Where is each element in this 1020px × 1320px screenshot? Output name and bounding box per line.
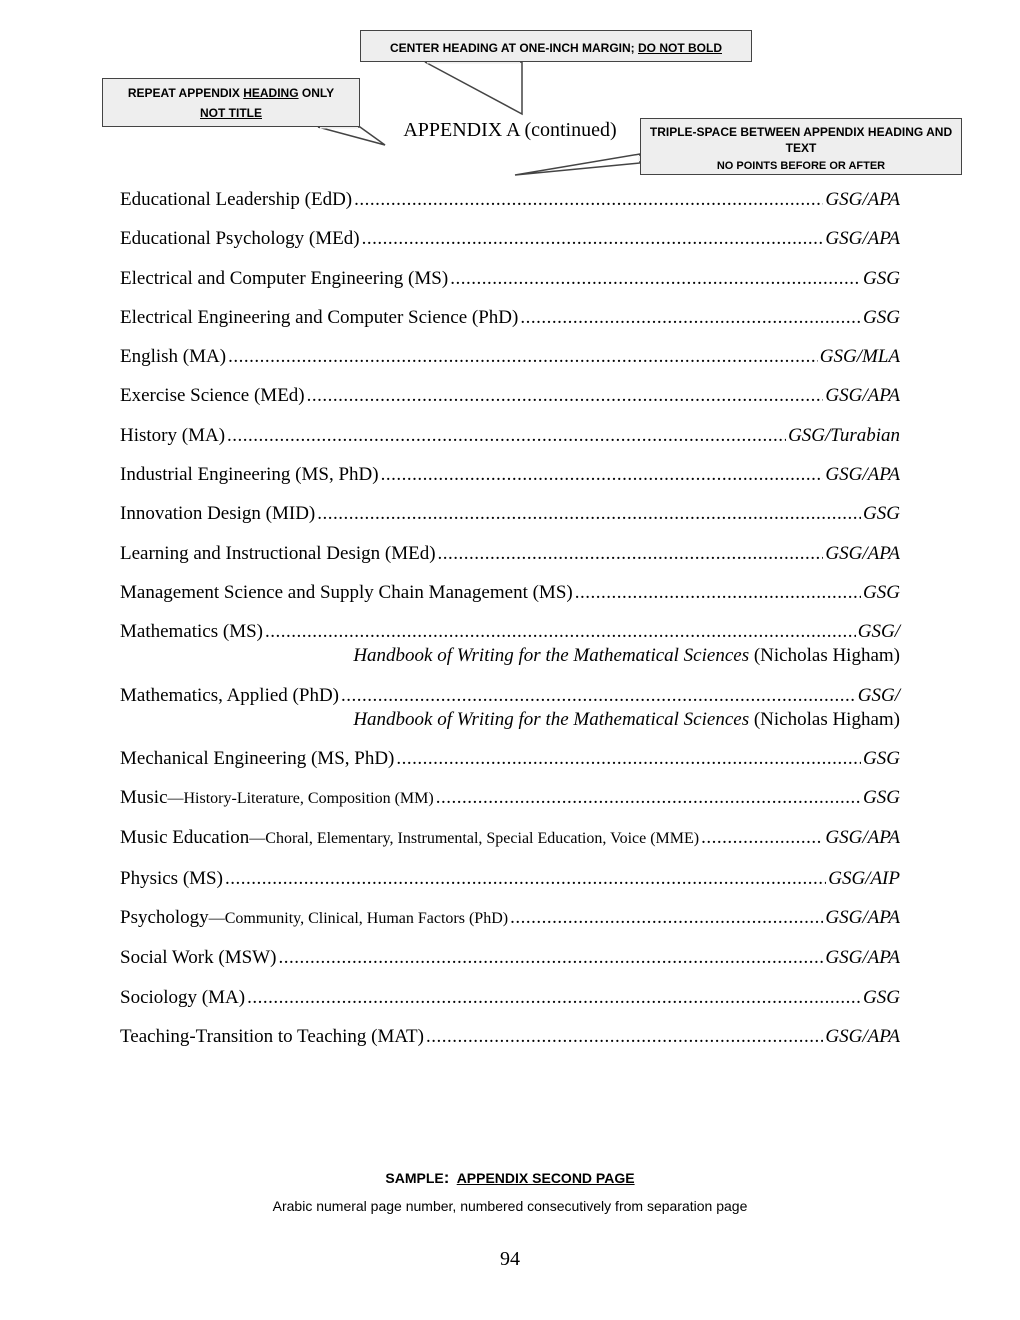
style-guide-continued	[120, 708, 900, 732]
list-item	[120, 384, 900, 408]
callout-center-text: CENTER HEADING AT ONE-INCH MARGIN;	[390, 41, 638, 55]
dot-leader	[247, 986, 861, 1010]
program-name-main: Mechanical Engineering (MS, PhD)	[120, 747, 395, 769]
callout-triple-space	[640, 118, 962, 175]
program-name-main: Electrical Engineering and Computer Science (PhD)	[120, 306, 519, 328]
program-name	[120, 986, 245, 1010]
program-name	[120, 345, 226, 369]
entry-row	[120, 747, 900, 771]
program-name-main: Educational Psychology (MEd)	[120, 228, 360, 250]
handbook-title: Handbook of Writing for the Mathematical Sciences	[353, 708, 750, 730]
list-item	[120, 867, 900, 891]
style-guide: GSG	[863, 306, 900, 328]
list-item	[120, 747, 900, 771]
style-guide: GSG/APA	[825, 542, 900, 564]
handbook-author: (Nicholas Higham)	[749, 645, 900, 667]
program-name	[120, 306, 518, 330]
style-guide: GSG/APA	[825, 385, 900, 407]
callout-triple-line1: TRIPLE-SPACE BETWEEN APPENDIX HEADING AND TEXT	[649, 125, 953, 156]
style-guide: GSG/APA	[825, 907, 900, 929]
callout-triple-line2: NO POINTS BEFORE OR AFTER	[716, 160, 886, 173]
dot-leader	[354, 188, 823, 212]
callout-repeat-line2: NOT TITLE	[200, 106, 262, 121]
dot-leader	[225, 867, 826, 891]
program-name-main: Innovation Design (MID)	[120, 503, 316, 525]
entry-row	[120, 463, 900, 487]
list-item	[120, 267, 900, 291]
program-name	[120, 502, 315, 526]
program-name-main: History (MA)	[120, 424, 226, 446]
entry-row	[120, 620, 900, 644]
list-item	[120, 986, 900, 1010]
program-name-main: Industrial Engineering (MS, PhD)	[120, 464, 379, 486]
dot-leader	[426, 1025, 823, 1049]
style-guide-continued	[120, 644, 900, 668]
entry-row	[120, 188, 900, 212]
callout-repeat-post: ONLY	[298, 86, 335, 100]
program-name-main: Music Education	[120, 827, 250, 849]
entry-row	[120, 867, 900, 891]
entry-row	[120, 826, 900, 851]
list-item	[120, 188, 900, 212]
entry-row	[120, 502, 900, 526]
entry-row	[120, 986, 900, 1010]
program-name-main: Sociology (MA)	[120, 986, 246, 1008]
appendix-heading: APPENDIX A (continued)	[403, 119, 617, 141]
style-guide: GSG	[863, 787, 900, 809]
style-guide: GSG/APA	[825, 1025, 900, 1047]
list-item	[120, 227, 900, 251]
list-item	[120, 620, 900, 668]
dot-leader	[396, 747, 861, 771]
entry-row	[120, 786, 900, 811]
program-name-sub: —History-Literature, Composition (MM)	[167, 790, 434, 808]
style-guide: GSG/Turabian	[788, 424, 900, 446]
program-name-main: Mathematics, Applied (PhD)	[120, 684, 339, 706]
list-item	[120, 946, 900, 970]
entry-row	[120, 345, 900, 369]
sample-label	[0, 1168, 1020, 1188]
dot-leader	[317, 502, 861, 526]
program-name-main: Educational Leadership (EdD)	[120, 189, 353, 210]
list-item	[120, 684, 900, 732]
sample-label-colon: :	[443, 1168, 450, 1187]
entry-row	[120, 1025, 900, 1049]
entry-row	[120, 267, 900, 291]
list-item	[120, 786, 900, 811]
style-guide: GSG	[863, 581, 900, 603]
entry-row	[120, 306, 900, 330]
list-item	[120, 1025, 900, 1049]
sample-label-underlined: APPENDIX SECOND PAGE	[456, 1170, 635, 1186]
style-guide: GSG	[863, 503, 900, 525]
program-name-main: English (MA)	[120, 346, 227, 368]
list-item	[120, 906, 900, 931]
dot-leader	[362, 227, 824, 251]
program-name	[120, 867, 223, 891]
dot-leader	[520, 306, 861, 330]
style-guide: GSG	[863, 747, 900, 769]
entry-row	[120, 384, 900, 408]
program-name	[120, 188, 352, 212]
dot-leader	[450, 267, 861, 291]
entry-row	[120, 227, 900, 251]
program-name	[120, 747, 394, 771]
dot-leader	[436, 786, 861, 810]
handbook-author: (Nicholas Higham)	[749, 708, 900, 730]
style-guide: GSG/APA	[825, 464, 900, 486]
sample-label-pre: SAMPLE	[385, 1170, 444, 1186]
list-item	[120, 542, 900, 566]
list-item	[120, 826, 900, 851]
dot-leader	[307, 384, 824, 408]
program-name-main: Learning and Instructional Design (MEd)	[120, 542, 436, 564]
callout-repeat-heading	[102, 78, 360, 127]
dot-leader	[341, 684, 856, 708]
program-name	[120, 826, 699, 851]
list-item	[120, 502, 900, 526]
page-number-note: Arabic numeral page number, numbered consecutively from separation page	[272, 1198, 748, 1214]
entry-row	[120, 946, 900, 970]
dot-leader	[701, 826, 823, 850]
style-guide: GSG/APA	[825, 228, 900, 250]
entry-row	[120, 581, 900, 605]
program-name-main: Exercise Science (MEd)	[120, 385, 305, 407]
style-guide: GSG/AIP	[828, 867, 900, 889]
style-guide: GSG/APA	[825, 947, 900, 969]
program-name	[120, 542, 436, 566]
program-name	[120, 620, 263, 644]
style-guide: GSG/APA	[825, 189, 900, 210]
dot-leader	[278, 946, 823, 970]
program-name-main: Teaching-Transition to Teaching (MAT)	[120, 1025, 424, 1047]
list-item	[120, 581, 900, 605]
style-guide: GSG/MLA	[819, 346, 900, 368]
program-name	[120, 424, 225, 448]
callout-repeat-pre: REPEAT APPENDIX	[127, 86, 244, 100]
dot-leader	[265, 620, 856, 644]
list-item	[120, 424, 900, 448]
program-name	[120, 227, 360, 251]
dot-leader	[228, 345, 818, 369]
dot-leader	[510, 906, 823, 930]
program-name-main: Management Science and Supply Chain Management (MS)	[120, 581, 573, 603]
dot-leader	[227, 424, 786, 448]
program-name-sub: —Community, Clinical, Human Factors (PhD)	[208, 910, 509, 928]
dot-leader	[438, 542, 824, 566]
program-name	[120, 1025, 424, 1049]
entry-row	[120, 424, 900, 448]
program-name-main: Social Work (MSW)	[120, 947, 277, 969]
program-name	[120, 581, 573, 605]
callout-center-underlined: DO NOT BOLD	[638, 41, 722, 55]
style-guide: GSG/	[857, 621, 900, 643]
program-name	[120, 384, 305, 408]
entry-row	[120, 906, 900, 931]
program-name	[120, 684, 339, 708]
style-guide: GSG	[863, 267, 900, 289]
program-list	[120, 188, 900, 1064]
entry-row	[120, 542, 900, 566]
program-name	[120, 946, 276, 970]
dot-leader	[381, 463, 824, 487]
program-name-main: Psychology	[120, 907, 209, 929]
list-item	[120, 463, 900, 487]
style-guide: GSG/APA	[825, 827, 900, 849]
callout-center-heading	[360, 30, 752, 62]
callout-repeat-underlined: HEADING	[243, 86, 299, 100]
style-guide: GSG/	[857, 684, 900, 706]
program-name	[120, 786, 434, 811]
program-name	[120, 463, 379, 487]
entry-row	[120, 684, 900, 708]
program-name-main: Music	[120, 787, 168, 809]
program-name-main: Physics (MS)	[120, 867, 223, 889]
list-item	[120, 345, 900, 369]
program-name-main: Electrical and Computer Engineering (MS)	[120, 267, 449, 289]
program-name-main: Mathematics (MS)	[120, 621, 264, 643]
style-guide: GSG	[863, 986, 900, 1008]
program-name	[120, 906, 508, 931]
program-name-sub: —Choral, Elementary, Instrumental, Special Education, Voice (MME)	[249, 830, 700, 848]
dot-leader	[575, 581, 861, 605]
program-name	[120, 267, 448, 291]
handbook-title: Handbook of Writing for the Mathematical Sciences	[353, 645, 750, 667]
page-number: 94	[500, 1248, 520, 1270]
list-item	[120, 306, 900, 330]
